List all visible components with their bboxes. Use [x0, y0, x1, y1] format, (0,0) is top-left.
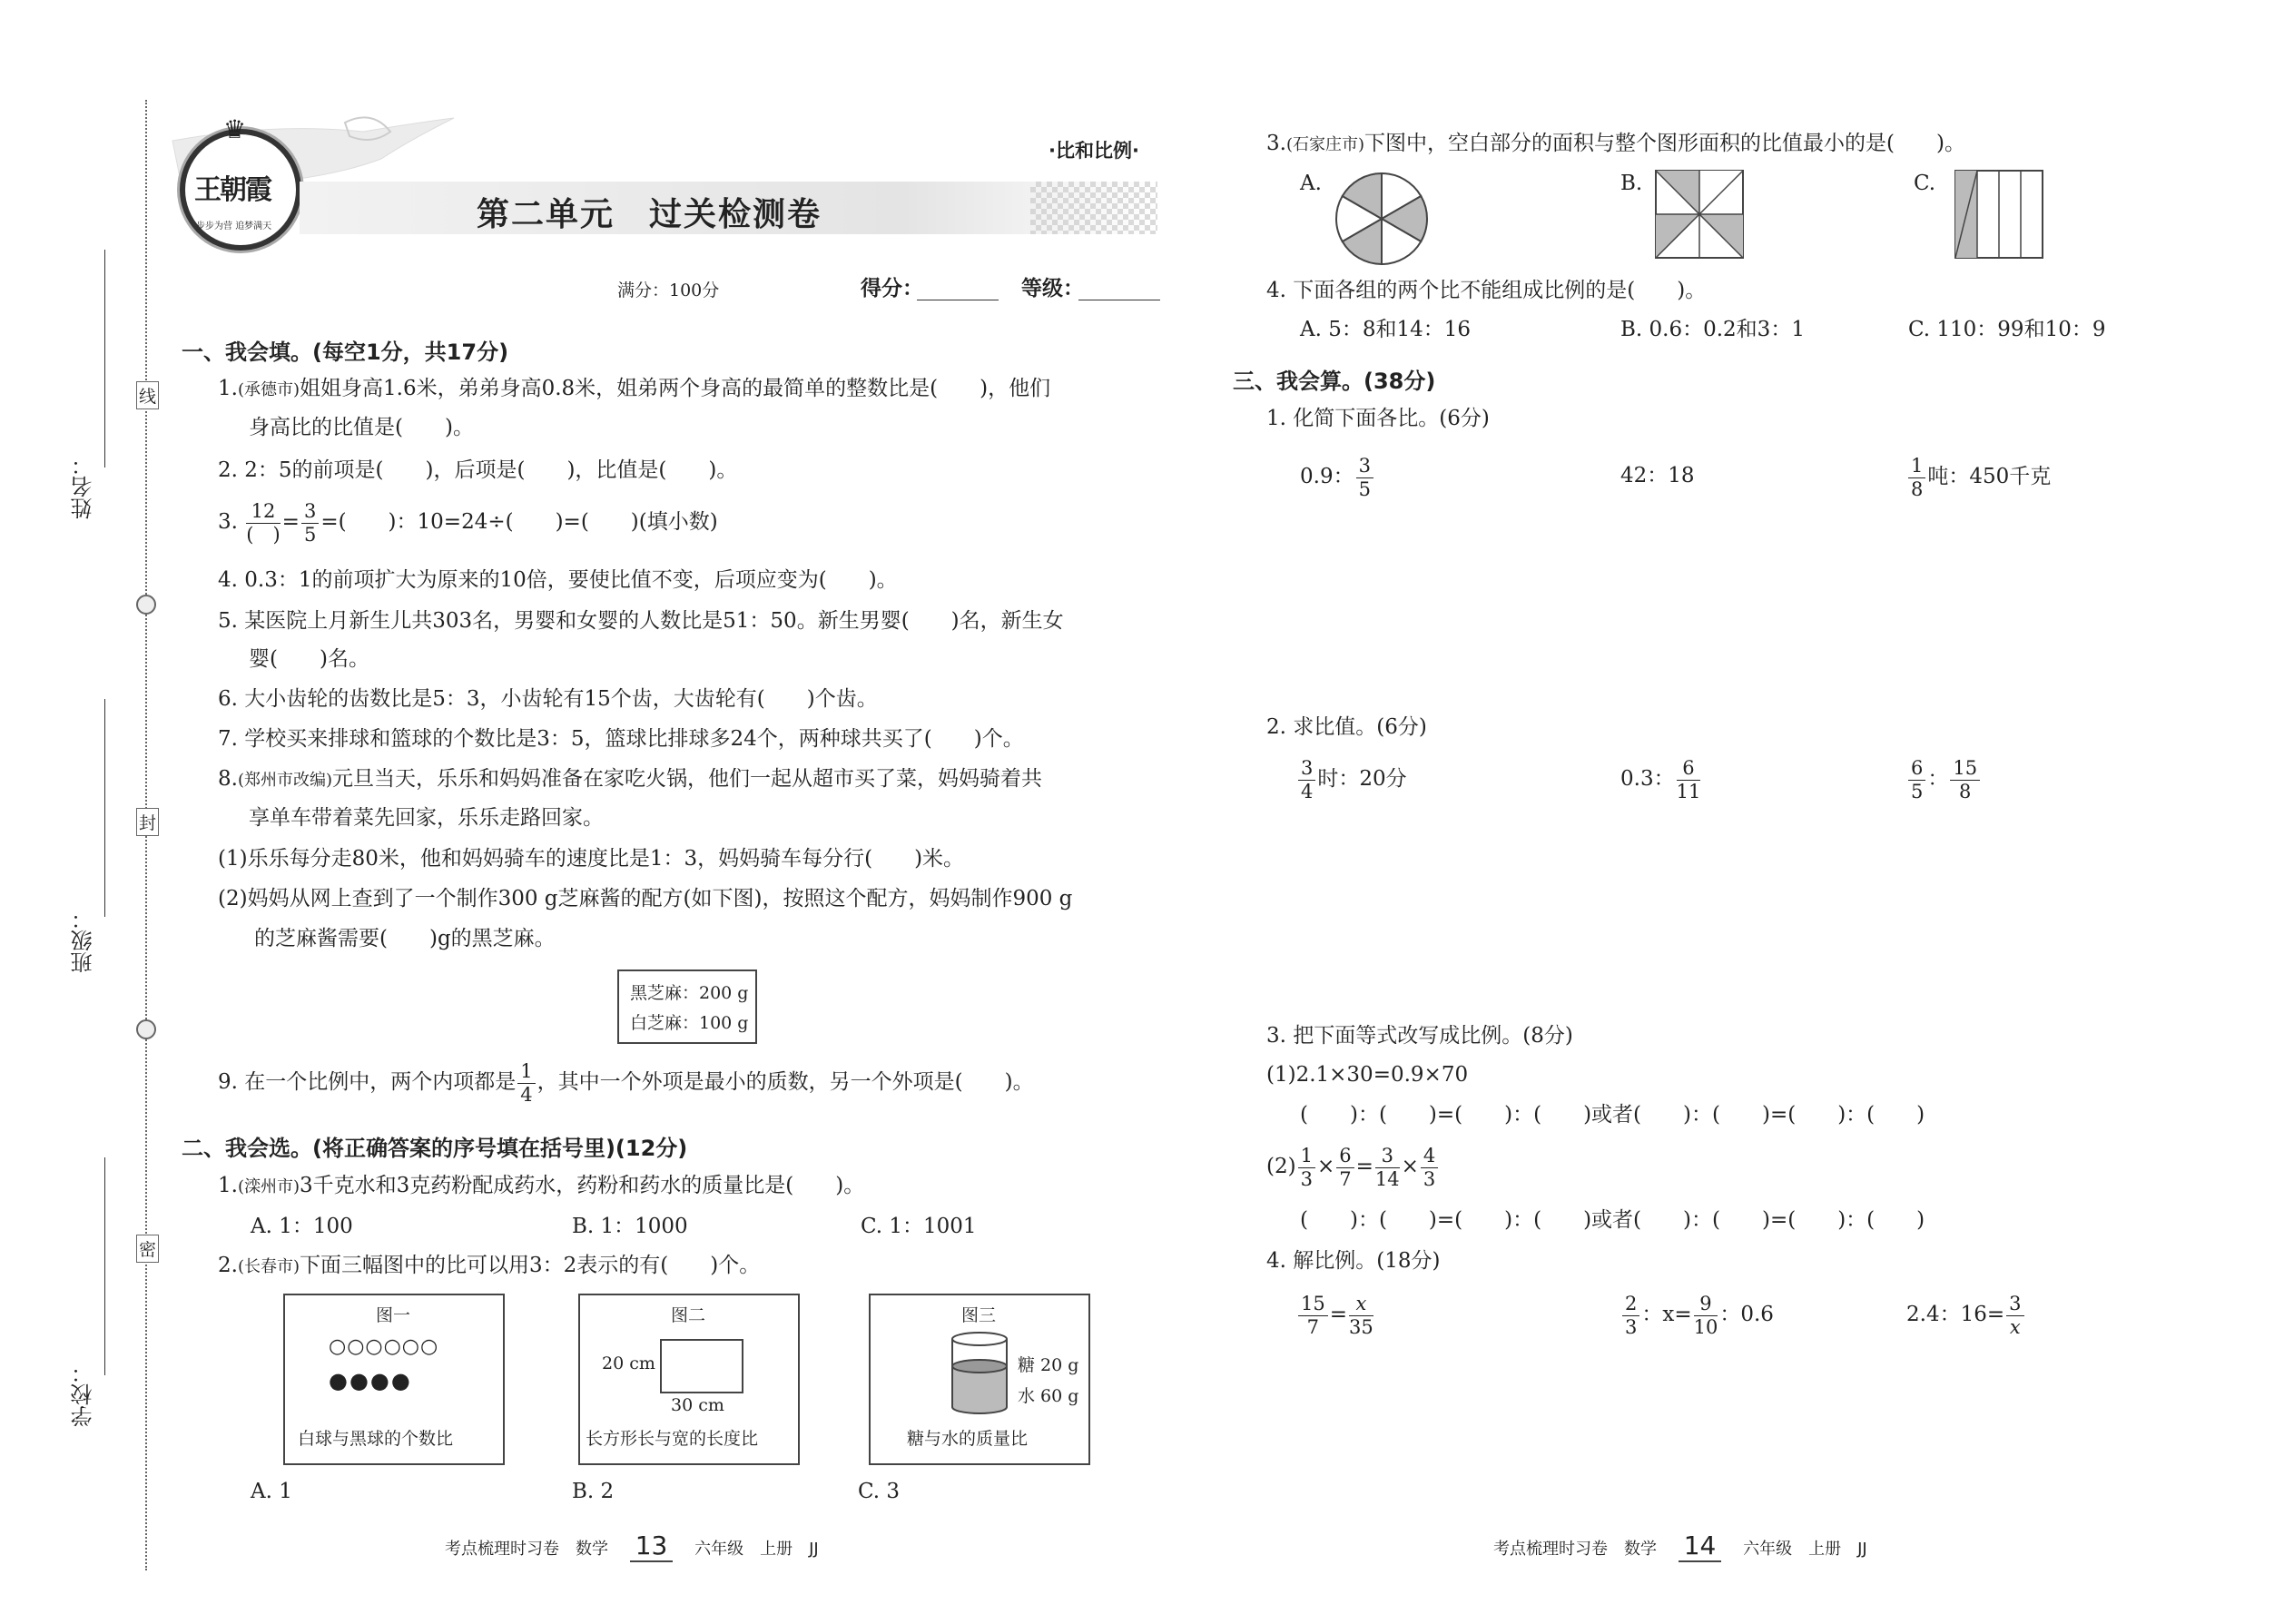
rect-width-label: 30 cm	[671, 1395, 724, 1415]
s3-p4-a: $\frac{15}{7}$ = $\frac{x}{35}$	[1296, 1287, 1375, 1342]
s3-part1: 1. 化简下面各比。(6分)	[1266, 407, 1490, 430]
recipe-black-sesame: 黑芝麻：200 g	[630, 983, 749, 1003]
s2-q2-option-b[interactable]: B. 2	[572, 1480, 615, 1503]
q7: 7. 学校买来排球和篮球的个数比是3：5，篮球比排球多24个，两种球共买了( )个。	[218, 727, 1024, 751]
figure-2-caption: 长方形长与宽的长度比	[586, 1429, 759, 1449]
s2-q1-option-b[interactable]: B. 1：1000	[572, 1215, 688, 1238]
q3: 3. $\frac{12}{( )}$ = $\frac{3}{5}$ =( )：10=24÷( )=( )(填小数)	[218, 499, 718, 546]
page-number-left: 13	[630, 1530, 674, 1562]
s3-p4-c: 2.4：16= $\frac{3}{x}$	[1906, 1287, 2026, 1342]
s3-p2-b: 0.3： $\frac{6}{11}$	[1620, 756, 1701, 802]
page-number-right: 14	[1679, 1530, 1722, 1562]
section1-heading: 一、我会填。(每空1分，共17分)	[182, 340, 509, 365]
q6: 6. 大小齿轮的齿数比是5：3，小齿轮有15个齿，大齿轮有( )个齿。	[218, 687, 878, 711]
checker-pattern	[1030, 182, 1157, 234]
q8-line2: 享单车带着菜先回家，乐乐走路回家。	[249, 806, 604, 830]
s2-q2-option-c[interactable]: C. 3	[858, 1480, 901, 1503]
q1-line2: 身高比的比值是( )。	[249, 416, 474, 439]
footer-left: 考点梳理时习卷 数学 13 六年级 上册 JJ	[445, 1530, 819, 1560]
s2-q4-option-c[interactable]: C. 110：99和10：9	[1908, 318, 2106, 341]
q8-part1: (1)乐乐每分走80米，他和妈妈骑车的速度比是1：3，妈妈骑车每分行( )米。	[218, 847, 965, 871]
s2-q4: 4. 下面各组的两个比不能组成比例的是( )。	[1266, 279, 1707, 302]
unit-subtitle: ·比和比例·	[1049, 140, 1139, 162]
logo-brand: 王朝霞	[194, 174, 271, 206]
s2-q3-label-a[interactable]: A.	[1300, 172, 1322, 195]
score-label: 得分：	[861, 277, 923, 300]
s2-q3-label-b[interactable]: B.	[1620, 172, 1643, 195]
q8-line1: 8.(郑州市改编)元旦当天，乐乐和妈妈准备在家吃火锅，他们一起从超市买了菜，妈妈骑着共	[218, 767, 1042, 791]
figure-1-title: 图一	[376, 1305, 411, 1325]
grade-label: 等级：	[1021, 277, 1084, 300]
binding-class-line	[104, 699, 105, 917]
black-balls: ●●●●	[329, 1368, 412, 1393]
recipe-box	[617, 969, 757, 1044]
crown-icon: ♛	[223, 114, 247, 144]
beaker-icon	[943, 1330, 1016, 1416]
rect-height-label: 20 cm	[602, 1353, 655, 1373]
q4: 4. 0.3：1的前项扩大为原来的10倍，要使比值不变，后项应变为( )。	[218, 568, 898, 592]
s2-q3: 3.(石家庄市)下图中，空白部分的面积与整个图形面积的比值最小的是( )。	[1266, 132, 1965, 155]
binding-mark: 线	[136, 381, 159, 409]
rectangle-shape	[660, 1339, 743, 1393]
q5-line2: 婴( )名。	[249, 647, 369, 671]
figure-2	[578, 1294, 800, 1465]
binding-name-label: 姓名：	[71, 454, 96, 519]
q8-part2-line2: 的芝麻酱需要( )g的黑芝麻。	[254, 927, 556, 950]
recipe-white-sesame: 白芝麻：100 g	[630, 1013, 749, 1033]
page-title: 第二单元 过关检测卷	[477, 196, 822, 233]
q9: 9. 在一个比例中，两个内项都是 $\frac{1}{4}$ ，其中一个外项是最小的质数，另一个外项是( )。	[218, 1059, 1034, 1106]
logo-emblem	[180, 114, 301, 251]
section2-heading: 二、我会选。(将正确答案的序号填在括号里)(12分)	[182, 1136, 688, 1161]
q5-line1: 5. 某医院上月新生儿共303名，男婴和女婴的人数比是51：50。新生男婴( )名，新生女	[218, 609, 1064, 633]
q2: 2. 2：5的前项是( )，后项是( )，比值是( )。	[218, 458, 738, 482]
s3-p3-1-blanks[interactable]: ( )：( )=( )：( )或者( )：( )=( )：( )	[1300, 1103, 1925, 1127]
s2-q1-option-c[interactable]: C. 1：1001	[861, 1215, 977, 1238]
s3-p3-2: (2) $\frac{1}{3}$ × $\frac{6}{7}$ = $\frac{3}{14}$ × $\frac{4}{3}$	[1266, 1139, 1440, 1194]
figure-3-caption: 糖与水的质量比	[907, 1429, 1029, 1449]
binding-hole-icon	[136, 1019, 156, 1039]
binding-hole-icon	[136, 595, 156, 615]
circle-figure-a	[1332, 169, 1432, 269]
s2-q4-option-a[interactable]: A. 5：8和14：16	[1300, 318, 1472, 341]
binding-mark: 密	[136, 1235, 159, 1263]
s3-p3-1: (1)2.1×30=0.9×70	[1266, 1063, 1469, 1087]
s3-p1-a: 0.9： $\frac{3}{5}$	[1300, 449, 1375, 504]
figure-1-caption: 白球与黑球的个数比	[298, 1429, 454, 1449]
section3-heading: 三、我会算。(38分)	[1233, 369, 1436, 394]
rect-figure-c	[1954, 169, 2044, 260]
full-score: 满分：100分	[617, 281, 720, 300]
s2-q1: 1.(滦州市)3千克水和3克药粉配成药水，药粉和药水的质量比是( )。	[218, 1174, 865, 1197]
s3-p4-b: $\frac{2}{3}$ ：x= $\frac{9}{10}$ ：0.6	[1620, 1287, 1774, 1342]
s2-q3-label-c[interactable]: C.	[1914, 172, 1936, 195]
binding-mark: 封	[136, 808, 159, 836]
s2-q1-option-a[interactable]: A. 1：100	[251, 1215, 353, 1238]
figure-1	[283, 1294, 505, 1465]
binding-name-line	[104, 250, 105, 468]
binding-school-label: 学校：	[71, 1362, 96, 1427]
logo-slogan: 步步为营 追梦满天	[196, 221, 272, 231]
s3-part4: 4. 解比例。(18分)	[1266, 1249, 1441, 1273]
binding-school-line	[104, 1157, 105, 1375]
white-balls: ○○○○○○	[329, 1335, 439, 1358]
figure-3-title: 图三	[961, 1305, 997, 1325]
binding-class-label: 班级：	[71, 908, 96, 973]
q1-line1: 1.(承德市)姐姐身高1.6米，弟弟身高0.8米，姐弟两个身高的最简单的整数比是( )，他们	[218, 377, 1051, 400]
s3-p2-a: $\frac{3}{4}$ 时：20分	[1296, 752, 1407, 806]
s2-q2: 2.(长春市)下面三幅图中的比可以用3：2表示的有( )个。	[218, 1254, 761, 1277]
figure-3	[869, 1294, 1090, 1465]
s2-q4-option-b[interactable]: B. 0.6：0.2和3：1	[1620, 318, 1805, 341]
q8-part2-line1: (2)妈妈从网上查到了一个制作300 g芝麻酱的配方(如下图)，按照这个配方，妈妈制作900 g	[218, 887, 1073, 910]
footer-right: 考点梳理时习卷 数学 14 六年级 上册 JJ	[1493, 1530, 1867, 1560]
s3-p3-2-blanks[interactable]: ( )：( )=( )：( )或者( )：( )=( )：( )	[1300, 1208, 1925, 1232]
s3-p2-c: $\frac{6}{5}$ ： $\frac{15}{8}$	[1906, 752, 1982, 806]
square-figure-b	[1654, 169, 1745, 260]
s3-p1-c: $\frac{1}{8}$ 吨：450千克	[1906, 449, 2051, 504]
s3-part2: 2. 求比值。(6分)	[1266, 715, 1427, 739]
water-label: 水 60 g	[1018, 1386, 1079, 1406]
figure-2-title: 图二	[671, 1305, 706, 1325]
s3-p1-b: 42：18	[1620, 464, 1695, 487]
s3-part3: 3. 把下面等式改写成比例。(8分)	[1266, 1024, 1573, 1048]
sugar-label: 糖 20 g	[1018, 1355, 1079, 1375]
s2-q2-option-a[interactable]: A. 1	[251, 1480, 292, 1503]
